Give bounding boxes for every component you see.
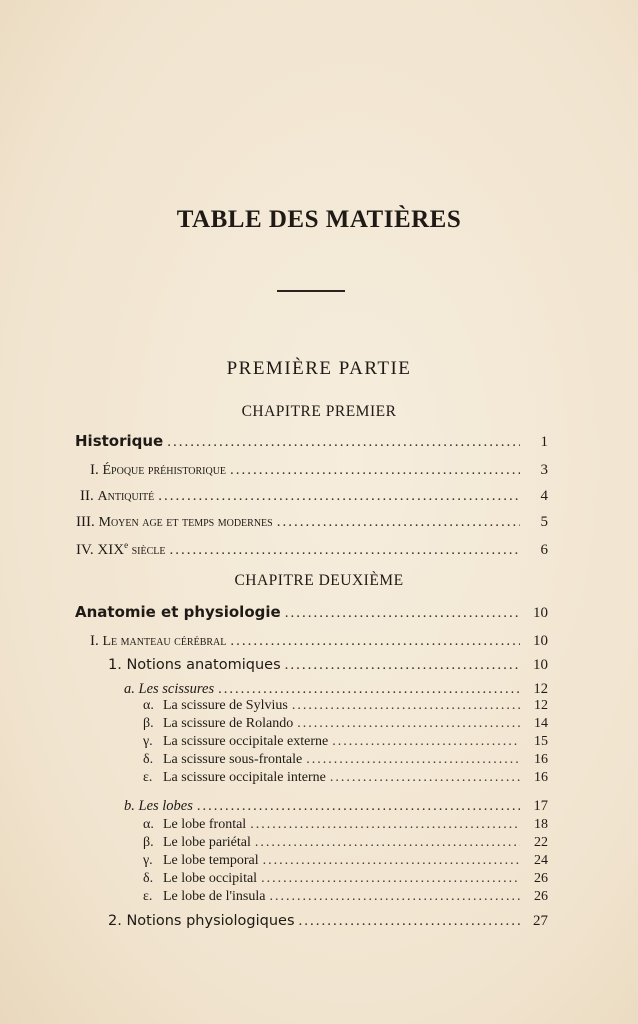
toc-entry-letter: δ. — [143, 871, 154, 886]
part-heading: PREMIÈRE PARTIE — [226, 358, 412, 379]
toc-entry-label: La scissure occipitale interne — [163, 770, 326, 785]
toc-entry-letter: δ. — [143, 752, 154, 767]
toc-entry-label: Le lobe frontal — [163, 817, 247, 832]
toc-entry-label-roman: XIX — [97, 542, 125, 558]
leader-dots — [158, 488, 520, 505]
toc-entry — [143, 835, 548, 851]
toc-entry-label: Le manteau cérébral — [102, 634, 227, 649]
toc-entry-label: Le lobe occipital — [163, 871, 258, 886]
toc-entry-page: 26 — [534, 871, 548, 886]
toc-entry-page: 12 — [533, 681, 548, 697]
title-divider — [277, 290, 345, 292]
toc-entry-letter: α. — [143, 817, 154, 832]
toc-entry-letter: γ. — [143, 734, 153, 749]
toc-entry-label: La scissure de Sylvius — [163, 698, 288, 713]
toc-entry — [143, 716, 548, 732]
toc-entry-page: 14 — [534, 716, 548, 731]
toc-entry — [143, 853, 548, 869]
toc-entry-page: 18 — [534, 817, 548, 832]
leader-dots — [263, 853, 520, 869]
toc-entry-letter: ε. — [143, 770, 153, 785]
toc-entry-page: 16 — [534, 770, 548, 785]
toc-entry-page: 6 — [540, 542, 548, 558]
toc-entry-label: Le lobe de l'insula — [163, 889, 266, 904]
toc-entry-page: 3 — [540, 462, 548, 478]
leader-dots — [218, 681, 520, 698]
superscript: e — [124, 540, 129, 550]
toc-entry-label: Le lobe temporal — [163, 853, 259, 868]
toc-entry — [90, 462, 548, 479]
leader-dots — [197, 798, 520, 815]
toc-entry-letter: γ. — [143, 853, 153, 868]
leader-dots — [332, 734, 520, 750]
toc-entry — [143, 752, 548, 768]
leader-dots — [330, 770, 520, 786]
toc-entry-page: 1 — [540, 434, 548, 450]
chapter-heading-1: CHAPITRE PREMIER — [241, 403, 397, 420]
toc-entry — [143, 817, 548, 833]
toc-entry-label: La scissure de Rolando — [163, 716, 294, 731]
leader-dots — [306, 752, 520, 768]
toc-entry — [143, 889, 548, 905]
leader-dots — [230, 462, 520, 479]
toc-entry-letter: α. — [143, 698, 154, 713]
toc-entry-anatomie — [75, 603, 548, 622]
toc-entry-label: Époque préhistorique — [102, 463, 227, 478]
toc-entry-label: Anatomie et physiologie — [75, 603, 281, 621]
toc-entry — [143, 871, 548, 887]
leader-dots — [261, 871, 520, 887]
toc-entry-letter: ε. — [143, 889, 153, 904]
toc-entry-label: a. Les scissures — [124, 681, 215, 697]
toc-entry-label: La scissure occipitale externe — [163, 734, 329, 749]
toc-entry-letter: β. — [143, 835, 154, 850]
leader-dots — [255, 835, 520, 851]
leader-dots — [297, 716, 520, 732]
toc-entry — [76, 540, 548, 559]
toc-entry-page: 24 — [534, 853, 548, 868]
toc-entry — [108, 657, 548, 674]
toc-entry-historique — [75, 432, 548, 451]
toc-entry-label: 2. Notions physiologiques — [108, 913, 295, 929]
page-title: TABLE DES MATIÈRES — [176, 206, 462, 233]
leader-dots — [299, 913, 520, 930]
toc-entry-label: La scissure sous-frontale — [163, 752, 303, 767]
toc-entry-label: 1. Notions anatomiques — [108, 657, 281, 673]
leader-dots — [269, 889, 520, 905]
toc-entry-page: 16 — [534, 752, 548, 767]
toc-entry-page: 4 — [540, 488, 548, 504]
toc-entry-number: II. — [80, 488, 94, 504]
chapter-heading-2: CHAPITRE DEUXIÈME — [234, 572, 404, 589]
toc-entry — [76, 514, 548, 531]
toc-entry-label — [97, 540, 165, 559]
toc-entry-label-rest: siècle — [128, 543, 166, 558]
leader-dots — [285, 657, 520, 674]
toc-entry-page: 5 — [540, 514, 548, 530]
toc-entry — [90, 633, 548, 650]
toc-entry-number: III. — [76, 514, 95, 530]
toc-entry-page: 15 — [534, 734, 548, 749]
toc-entry-page: 26 — [534, 889, 548, 904]
toc-entry-number: I. — [90, 633, 99, 649]
leader-dots — [250, 817, 520, 833]
toc-entry-label: Antiquité — [97, 489, 155, 504]
toc-entry — [124, 798, 548, 815]
leader-dots — [230, 633, 520, 650]
toc-entry-number: IV. — [76, 542, 94, 558]
toc-entry-page: 27 — [533, 913, 548, 929]
leader-dots — [169, 542, 520, 559]
toc-entry-label: Moyen age et temps modernes — [98, 515, 273, 530]
toc-entry-number: I. — [90, 462, 99, 478]
toc-entry — [124, 681, 548, 698]
toc-entry-label: b. Les lobes — [124, 798, 193, 814]
toc-entry-letter: β. — [143, 716, 154, 731]
toc-entry-label: Historique — [75, 432, 164, 450]
toc-entry — [143, 734, 548, 750]
toc-entry-page: 22 — [534, 835, 548, 850]
toc-entry-page: 10 — [533, 633, 548, 649]
leader-dots — [285, 605, 520, 622]
toc-entry-page: 17 — [533, 798, 548, 814]
toc-entry-page: 10 — [533, 605, 548, 621]
leader-dots — [167, 434, 520, 451]
toc-entry — [108, 913, 548, 930]
toc-entry-label: Le lobe pariétal — [163, 835, 251, 850]
leader-dots — [277, 514, 520, 531]
leader-dots — [292, 698, 520, 714]
toc-entry — [143, 698, 548, 714]
toc-entry — [80, 488, 548, 505]
toc-entry-page: 10 — [533, 657, 548, 673]
toc-entry — [143, 770, 548, 786]
toc-entry-page: 12 — [534, 698, 548, 713]
